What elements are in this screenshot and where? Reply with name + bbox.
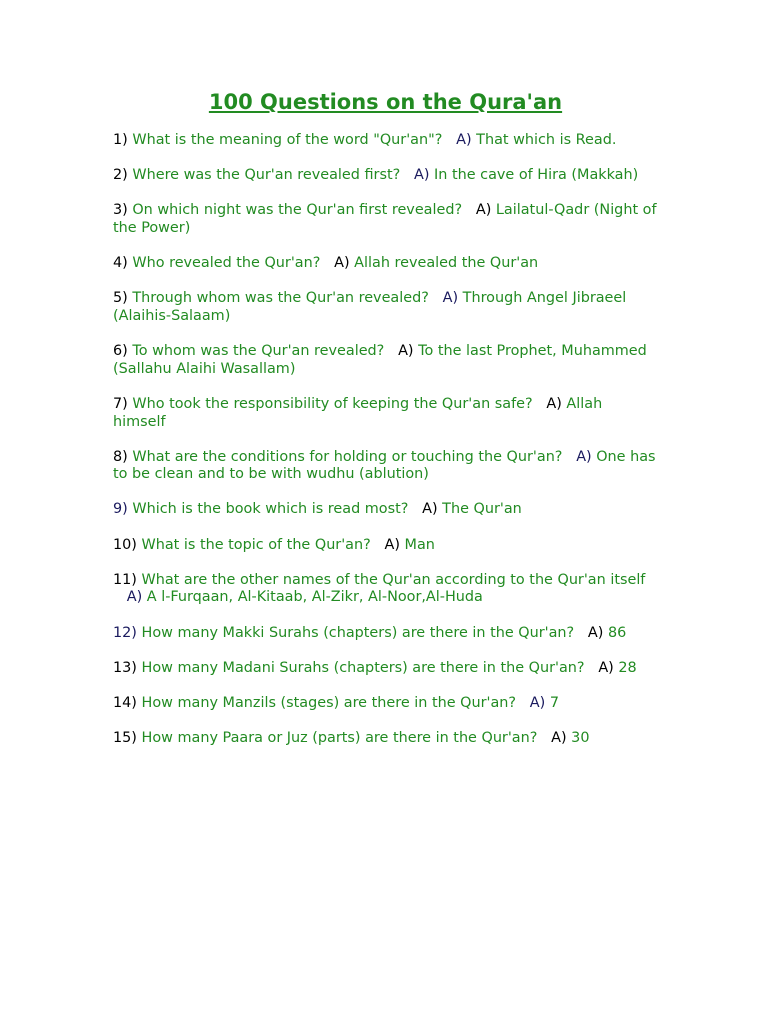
answer-marker: A) [598, 659, 614, 676]
qa-item [113, 255, 658, 273]
answer-marker: A) [413, 167, 430, 184]
question-number: 12) [113, 624, 137, 641]
qa-list [113, 132, 658, 748]
answer-text: Lailatul-Qadr (Night of the Power) [113, 202, 657, 236]
qa-item [113, 537, 658, 555]
question-text: What are the other names of the Qur'an according to the Qur'an itself [141, 571, 646, 588]
answer-text: 30 [571, 730, 590, 747]
answer-text: Man [404, 536, 435, 553]
answer-text: Allah himself [113, 395, 603, 430]
answer-text: One has to be clean and to be with wudhu (ablution) [113, 448, 656, 483]
question-number: 10) [113, 536, 137, 553]
qa-item [113, 625, 658, 643]
question-number: 1) [113, 132, 128, 148]
question-text: Where was the Qur'an revealed first? [132, 167, 401, 184]
question-text: On which night was the Qur'an first revealed? [132, 202, 463, 219]
answer-marker: A) [422, 501, 438, 518]
qa-item [113, 572, 658, 607]
question-number: 11) [113, 571, 137, 588]
answer-text: 86 [607, 624, 627, 641]
answer-marker: A) [456, 132, 472, 148]
question-number: 2) [113, 167, 128, 184]
question-text: How many Madani Surahs (chapters) are there in the Qur'an? [141, 659, 585, 676]
qa-item [113, 660, 658, 678]
answer-marker: A) [398, 343, 414, 360]
qa-item [113, 290, 658, 325]
question-number: 3) [113, 202, 128, 219]
qa-item [113, 449, 658, 484]
answer-text: Through Angel Jibraeel (Alaihis-Salaam) [113, 290, 627, 324]
answer-marker: A) [587, 624, 604, 641]
document-title: 100 Questions on the Qura'an [208, 90, 563, 114]
question-number: 5) [113, 290, 128, 307]
answer-text: 7 [549, 695, 559, 711]
question-number: 4) [113, 255, 128, 272]
question-text: To whom was the Qur'an revealed? [132, 343, 385, 360]
qa-item [113, 730, 658, 748]
qa-item [113, 343, 658, 378]
answer-text: That which is Read. [476, 132, 617, 148]
question-number: 9) [113, 501, 128, 518]
answer-marker: A) [475, 202, 492, 219]
answer-marker: A) [384, 536, 400, 553]
qa-item [113, 396, 658, 431]
qa-item [113, 202, 658, 237]
question-number: 6) [113, 343, 128, 360]
qa-item [113, 695, 658, 713]
question-text: Through whom was the Qur'an revealed? [132, 290, 429, 307]
answer-marker: A) [546, 395, 562, 412]
question-text: What is the meaning of the word "Qur'an"? [132, 132, 443, 148]
answer-marker: A) [126, 589, 143, 606]
question-text: Who took the responsibility of keeping the Qur'an safe? [132, 395, 533, 412]
answer-text: Allah revealed the Qur'an [354, 255, 539, 272]
qa-item [113, 132, 658, 150]
question-text: What are the conditions for holding or touching the Qur'an? [132, 448, 563, 465]
answer-text: To the last Prophet, Muhammed (Sallahu Alaihi Wasallam) [113, 343, 647, 377]
question-number: 13) [113, 659, 137, 676]
question-text: How many Manzils (stages) are there in the Qur'an? [141, 695, 517, 711]
answer-marker: A) [334, 255, 350, 272]
answer-marker: A) [529, 695, 546, 711]
answer-text: A l-Furqaan, Al-Kitaab, Al-Zikr, Al-Noor,Al-Huda [146, 589, 483, 606]
qa-item [113, 501, 658, 519]
answer-text: In the cave of Hira (Makkah) [434, 167, 639, 184]
question-number: 7) [113, 395, 128, 412]
question-text: Which is the book which is read most? [132, 501, 409, 518]
question-number: 8) [113, 448, 128, 465]
question-text: How many Makki Surahs (chapters) are there in the Qur'an? [141, 624, 575, 641]
question-text: How many Paara or Juz (parts) are there in the Qur'an? [141, 730, 538, 747]
qa-item [113, 167, 658, 185]
answer-text: The Qur'an [442, 501, 522, 518]
question-text: What is the topic of the Qur'an? [141, 536, 371, 553]
answer-text: 28 [618, 659, 637, 676]
question-number: 14) [113, 695, 137, 711]
answer-marker: A) [576, 448, 592, 465]
question-text: Who revealed the Qur'an? [132, 255, 321, 272]
answer-marker: A) [551, 730, 567, 747]
answer-marker: A) [442, 290, 459, 307]
question-number: 15) [113, 730, 137, 747]
